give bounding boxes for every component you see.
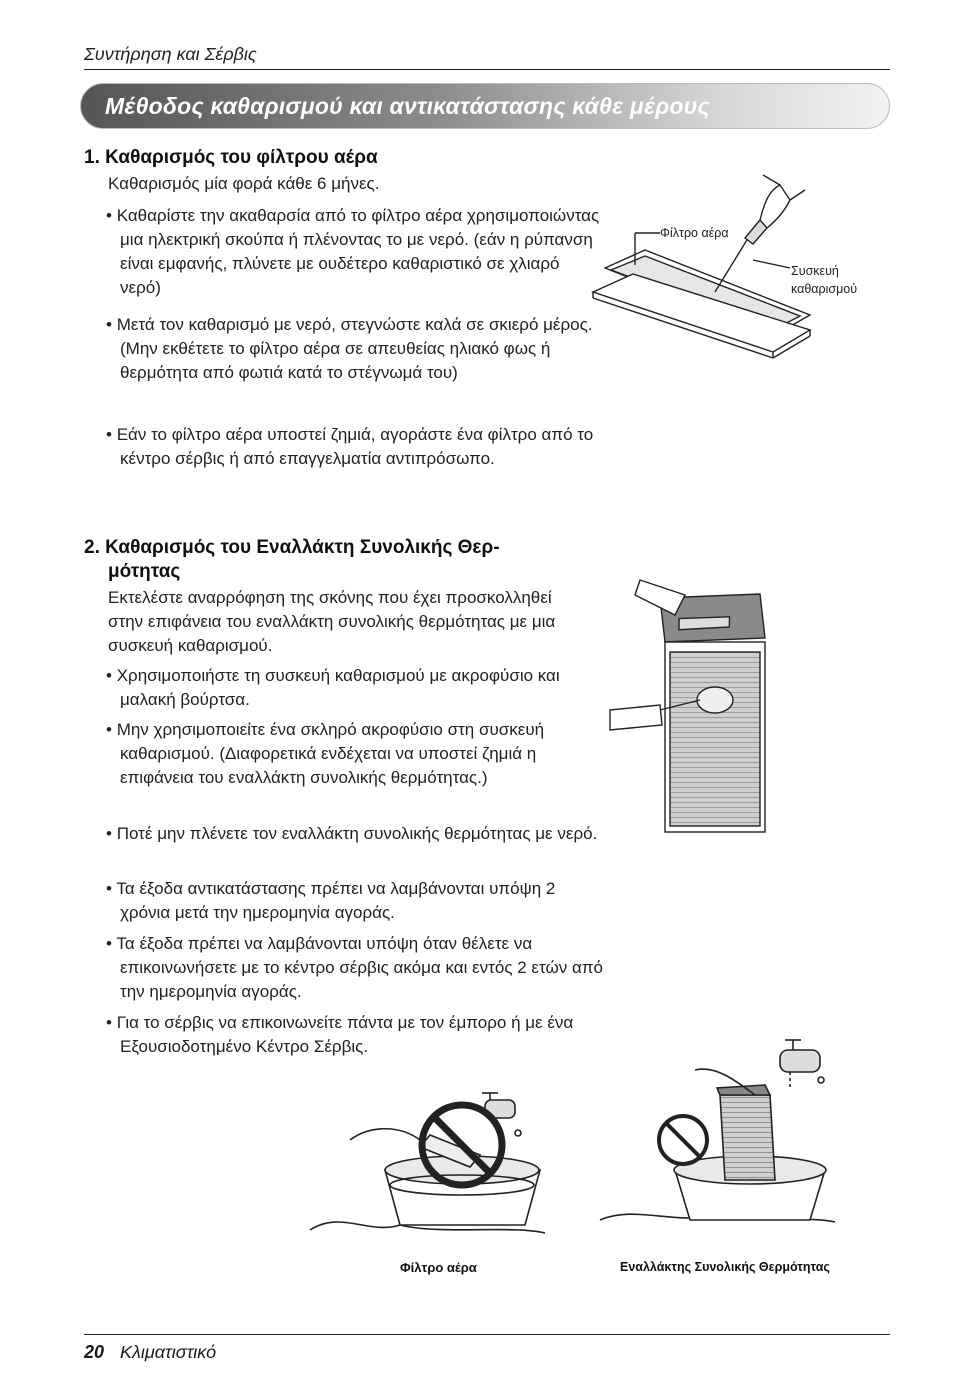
section2-bullet-6: • Για το σέρβις να επικοινωνείτε πάντα με τον έμπορο ή με ένα Εξουσιοδοτημένο Κέντρο Σέρβις. [106,1011,604,1059]
filter-washing-illustration [310,1085,550,1245]
section2-bullet-1: • Χρησιμοποιήστε τη συσκευή καθαρισμού με ακροφύσιο και μαλακή βούρτσα. [106,664,604,712]
footer-product: Κλιματιστικό [120,1342,217,1362]
label-cleaner-line2: καθαρισμού [791,282,858,296]
section1-title: 1. Καθαρισμός του φίλτρου αέρα [84,147,378,168]
caption-air-filter: Φίλτρο αέρα [400,1260,477,1275]
section2-bullet-3: • Ποτέ μην πλένετε τον εναλλάκτη συνολικής θερμότητας με νερό. [106,822,604,846]
label-cleaner-line1: Συσκευή [791,264,839,278]
section1-bullet-2: • Μετά τον καθαρισμό με νερό, στεγνώστε καλά σε σκιερό μέρος.(Μην εκθέτετε το φίλτρο αέρα σε απευθείας ηλιακό φως ή θερμότητα από φωτιά κατά το στέγνωμά του) [106,313,604,385]
section2-bullet-2: • Μην χρησιμοποιείτε ένα σκληρό ακροφύσιο στη συσκευή καθαρισμού. (Διαφορετικά ενδέχεται να υποστεί ζημιά η επιφάνεια του εναλλάκτη συνολικής θερμότητας.) [106,718,604,790]
section1-bullet-1: • Καθαρίστε την ακαθαρσία από το φίλτρο αέρα χρησιμοποιώντας μια ηλεκτρική σκούπα ή πλένοντας το με νερό. (εάν η ρύπανση είναι εμφανής, πλύνετε με ουδέτερο καθαριστικό σε χλιαρό νερό) [106,204,604,300]
exchanger-cleaning-illustration [600,560,780,840]
section1-intro: Καθαρισμός μία φορά κάθε 6 μήνες. [108,174,380,193]
section2-bullet-5: • Τα έξοδα πρέπει να λαμβάνονται υπόψη όταν θέλετε να επικοινωνήσετε με το κέντρο σέρβις ακόμα και εντός 2 ετών από την ημερομηνία αγοράς. [106,932,604,1004]
running-header: Συντήρηση και Σέρβις [84,44,257,64]
exchanger-washing-illustration [595,1040,840,1240]
section2-bullet-4: • Τα έξοδα αντικατάστασης πρέπει να λαμβάνονται υπόψη 2 χρόνια μετά την ημερομηνία αγοράς. [106,877,604,925]
footer-rule [84,1334,890,1335]
section-banner [80,83,890,129]
banner-title: Μέθοδος καθαρισμού και αντικατάστασης κάθε μέρους [105,93,710,119]
caption-exchanger: Εναλλάκτης Συνολικής Θερμότητας [620,1260,830,1274]
section2-title-line2: μότητας [108,561,181,582]
section2-title-line1: 2. Καθαρισμός του Εναλλάκτη Συνολικής Θερ- [84,537,500,558]
label-air-filter: Φίλτρο αέρα [660,226,729,240]
section2-intro: Εκτελέστε αναρρόφηση της σκόνης που έχει προσκολληθεί στην επιφάνεια του εναλλάκτη συνολικής θερμότητας με μια συσκευή καθαρισμού. [108,588,556,655]
header-rule [84,69,890,70]
page-number: 20 [84,1342,105,1362]
section1-bullet-3: • Εάν το φίλτρο αέρα υποστεί ζημιά, αγοράστε ένα φίλτρο από το κέντρο σέρβις ή από επαγγελματία αντιπρόσωπο. [106,423,604,471]
